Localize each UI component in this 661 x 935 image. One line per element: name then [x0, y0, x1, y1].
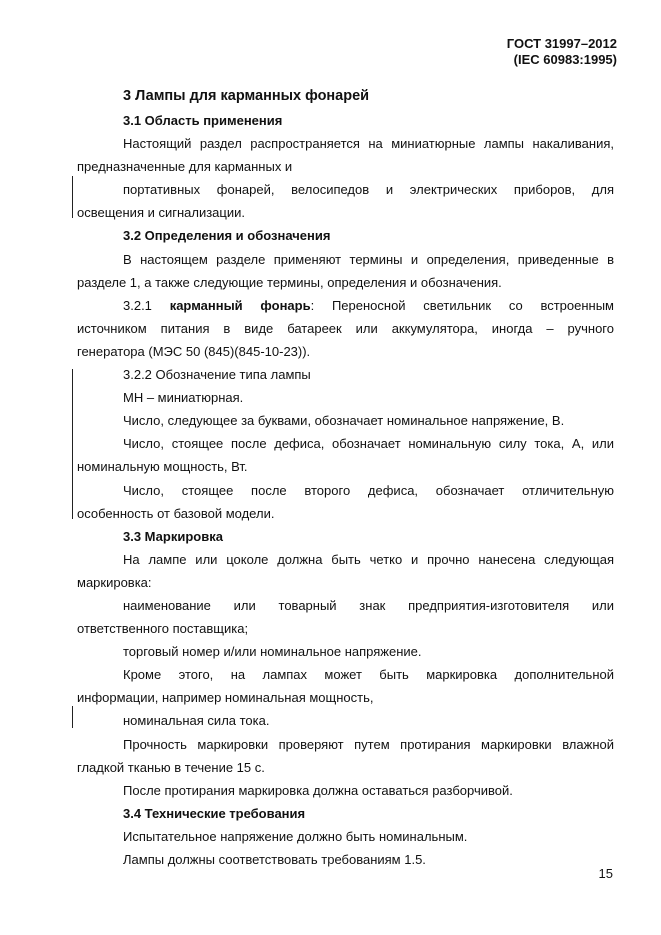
paragraph-line: генератора (МЭС 50 (845)(845-10-23)). [77, 343, 311, 359]
paragraph-line: Испытательное напряжение должно быть номинальным. [123, 828, 468, 844]
subsection-3-4-title: 3.4 Технические требования [123, 805, 306, 821]
paragraph-line: На лампе или цоколе должна быть четко и прочно нанесена следующая [123, 551, 614, 567]
paragraph-line: информации, например номинальная мощность, [77, 690, 374, 706]
paragraph-line: Лампы должны соответствовать требованиям 1.5. [123, 852, 426, 867]
paragraph-line: маркировка: [77, 574, 152, 590]
paragraph-line: источником питания в виде батареек или аккумулятора, иногда – ручного [77, 320, 614, 336]
term-definition: : Переносной светильник со встроенным [310, 297, 614, 313]
subsection-3-2-2-title: 3.2.2 Обозначение типа лампы [123, 367, 311, 383]
paragraph-line: особенность от базовой модели. [77, 505, 275, 521]
paragraph-line: освещения и сигнализации. [77, 205, 245, 221]
paragraph-line: Число, следующее за буквами, обозначает номинальное напряжение, В. [123, 413, 565, 429]
paragraph-line: Число, стоящее после второго дефиса, обозначает отличительную [123, 482, 614, 498]
subsection-3-3-title: 3.3 Маркировка [123, 528, 223, 544]
paragraph-line: торговый номер и/или номинальное напряжение. [123, 644, 422, 660]
paragraph-line: номинальная сила тока. [123, 713, 270, 729]
term-number: 3.2.1 [123, 297, 152, 313]
revision-margin-bar [72, 369, 73, 519]
paragraph-line: предназначенные для карманных и [77, 159, 293, 175]
iec-reference: (IEC 60983:1995) [513, 52, 617, 67]
paragraph-line: гладкой тканью в течение 15 с. [77, 759, 265, 775]
paragraph-line: Число, стоящее после дефиса, обозначает номинальную силу тока, А, или [123, 436, 614, 452]
paragraph-line: Прочность маркировки проверяют путем протирания маркировки влажной [123, 736, 614, 752]
page-number: 15 [598, 866, 613, 881]
paragraph-line: наименование или товарный знак предприятия-изготовителя или [123, 597, 614, 613]
paragraph-line: Кроме этого, на лампах может быть маркировка дополнительной [123, 667, 614, 683]
subsection-3-2-title: 3.2 Определения и обозначения [123, 228, 331, 244]
paragraph-line: ответственного поставщика; [77, 621, 249, 637]
paragraph-line: номинальную мощность, Вт. [77, 459, 248, 475]
paragraph-line: разделе 1, а также следующие термины, определения и обозначения. [77, 274, 502, 290]
document-body [77, 84, 614, 871]
term-name: карманный фонарь [169, 297, 311, 313]
paragraph-line: В настоящем разделе применяют термины и определения, приведенные в [123, 251, 614, 267]
gost-number: ГОСТ 31997–2012 [506, 36, 617, 51]
section-title: 3 Лампы для карманных фонарей [123, 88, 370, 104]
revision-margin-bar [72, 176, 73, 218]
paragraph-line: После протирания маркировка должна оставаться разборчивой. [123, 782, 513, 798]
paragraph-line: Настоящий раздел распространяется на миниатюрные лампы накаливания, [123, 136, 614, 152]
revision-margin-bar [72, 706, 73, 728]
document-header [507, 36, 617, 68]
paragraph-line: МН – миниатюрная. [123, 390, 244, 406]
paragraph-line: портативных фонарей, велосипедов и электрических приборов, для [123, 182, 614, 198]
term-definition-line [77, 294, 614, 317]
subsection-3-1-title: 3.1 Область применения [123, 113, 283, 128]
